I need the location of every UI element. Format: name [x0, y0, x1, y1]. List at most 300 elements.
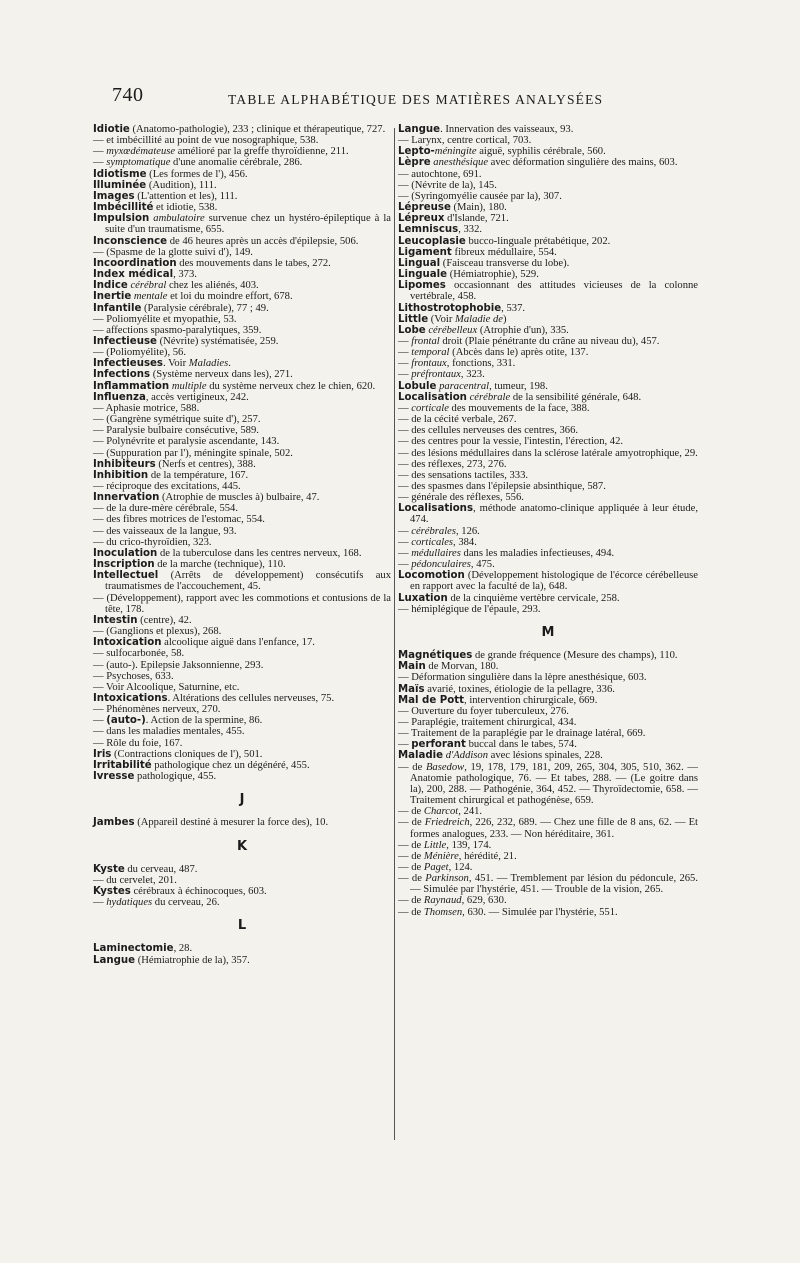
entry-text: — — [398, 536, 412, 548]
entry-text: — réciproque des excitations, 445. — [93, 481, 241, 492]
index-entry — [93, 503, 391, 514]
entry-text: — Polynévrite et paralysie ascendante, 143. — [93, 436, 280, 448]
right-column — [398, 124, 698, 918]
entry-italic: corticales — [411, 536, 454, 548]
index-entry — [398, 146, 698, 157]
index-entry — [398, 470, 698, 481]
entry-text: de 46 heures après un accès d'épilepsie, 506. — [167, 235, 359, 247]
entry-italic: cérébral — [130, 280, 167, 292]
entry-text: , 323. — [460, 369, 485, 381]
entry-headword: Inhibiteurs — [93, 458, 156, 470]
entry-text: et loi du moindre effort, 678. — [167, 291, 293, 303]
entry-text: du cerveau, 487. — [124, 863, 198, 875]
index-entry — [93, 626, 391, 637]
index-entry — [93, 593, 391, 615]
index-entry — [93, 258, 391, 269]
entry-headword: Impulsion — [93, 213, 150, 225]
section-letter: J — [239, 792, 245, 808]
index-entry — [93, 325, 391, 336]
index-entry — [398, 392, 698, 403]
index-entry — [398, 706, 698, 717]
index-entry — [93, 291, 391, 302]
entry-headword: Irritabilité — [93, 759, 152, 771]
entry-text: , accès vertigineux, 242. — [145, 391, 249, 403]
index-entry — [398, 135, 698, 146]
index-entry — [93, 514, 391, 525]
index-entry — [93, 637, 391, 648]
entry-text: , 19, 178, 179, 181, 209, 265, 304, 305, 510, 362. — Anatomie pathologique, 76. — Et tabes, 288. — (Le goitre dans la), 200, 288. — Pathogénie, 364, 452. — Thyroïdectomie, 658. — Traitement chirurgical et pathogénèse, 659. — [410, 761, 699, 807]
entry-headword: Lepto- — [398, 146, 435, 158]
index-entry — [398, 124, 698, 135]
section-letter: L — [237, 918, 247, 934]
entry-text: (Arrêts de développement) consécutifs aux traumatismes de l'accouchement, 45. — [105, 570, 391, 593]
entry-italic: Basedow — [425, 761, 465, 773]
entry-text: — et imbécillité au point de vue nosographique, 538. — [93, 135, 319, 147]
entry-text: — Psychoses, 633. — [93, 670, 174, 682]
index-entry — [398, 347, 698, 358]
index-entry — [398, 325, 698, 336]
entry-text: . Action de la spermine, 86. — [145, 715, 263, 727]
index-entry — [398, 750, 698, 761]
entry-text: — de — [398, 839, 424, 851]
entry-text: (Voir — [428, 313, 456, 325]
entry-text: — de — [398, 761, 426, 773]
index-entry — [93, 470, 391, 481]
entry-text: avec lésions spinales, 228. — [488, 750, 603, 762]
entry-text: (Atrophie de muscles à) bulbaire, 47. — [159, 492, 320, 504]
index-entry — [398, 224, 698, 235]
index-entry — [398, 840, 698, 851]
entry-text: — de — [398, 817, 425, 829]
entry-text: — — [398, 358, 412, 370]
index-entry — [398, 280, 698, 302]
entry-text: — de — [398, 895, 424, 907]
entry-italic: pédonculaires — [411, 559, 471, 571]
index-entry — [398, 695, 698, 706]
column-divider — [394, 128, 395, 1140]
entry-text: — — [398, 525, 412, 537]
entry-text: aiguë, syphilis cérébrale, 560. — [476, 146, 606, 158]
entry-headword: Laminectomie — [93, 943, 174, 955]
entry-headword: Lithostrotophobie — [398, 302, 502, 314]
index-entry — [93, 943, 391, 954]
entry-headword: Little — [398, 313, 429, 325]
page-number: 740 — [112, 84, 144, 106]
index-entry — [398, 247, 698, 258]
index-entry — [398, 717, 698, 728]
entry-text: , 28. — [173, 943, 193, 955]
index-entry — [93, 955, 391, 966]
entry-headword: Kyste — [93, 863, 125, 875]
entry-text: — des vaisseaux de la langue, 93. — [93, 525, 237, 537]
entry-italic: hydatiques — [106, 897, 153, 909]
entry-headword: Images — [93, 190, 135, 202]
index-entry — [93, 660, 391, 671]
entry-text: de la cinquième vertèbre cervicale, 258. — [447, 592, 620, 604]
entry-text: chez les aliénés, 403. — [166, 280, 259, 292]
index-entry — [398, 817, 698, 839]
index-entry — [93, 202, 391, 213]
entry-italic: d'Addison — [445, 750, 489, 762]
index-entry — [93, 459, 391, 470]
index-entry — [93, 180, 391, 191]
index-entry — [93, 336, 391, 347]
entry-italic: frontaux — [411, 358, 447, 370]
entry-text: des mouvements de la face, 388. — [448, 402, 590, 414]
entry-text: — des lésions médullaires dans la sclérose latérale amyotrophique, 29. — [398, 447, 698, 459]
entry-headword: Kystes — [93, 886, 131, 897]
index-entry — [398, 180, 698, 191]
index-entry — [398, 661, 698, 672]
index-entry — [93, 436, 391, 447]
index-entry — [93, 771, 391, 782]
entry-text: . — [228, 358, 231, 370]
entry-headword: Jambes — [93, 817, 135, 829]
index-entry — [93, 886, 391, 897]
index-entry — [93, 648, 391, 659]
entry-text: (Anatomo-pathologie), 233 ; clinique et thérapeutique, 727. — [129, 124, 386, 135]
index-entry — [398, 269, 698, 280]
entry-italic: cérébrale — [469, 391, 511, 403]
entry-headword: Localisations — [398, 503, 474, 515]
index-entry — [93, 381, 391, 392]
entry-text: pathologique chez un dégénéré, 455. — [151, 759, 310, 771]
index-entry — [93, 559, 391, 570]
index-entry — [93, 749, 391, 760]
index-entry — [398, 559, 698, 570]
index-entry — [398, 169, 698, 180]
entry-italic: ambulatoire — [153, 213, 205, 225]
entry-italic: Raynaud — [423, 895, 462, 907]
entry-text: , 629, 630. — [461, 895, 507, 907]
entry-text: (L'attention et les), 111. — [134, 190, 238, 202]
index-entry — [93, 369, 391, 380]
entry-text: — (auto-). Epilepsie Jaksonnienne, 293. — [93, 659, 264, 671]
entry-text: (Atrophie d'un), 335. — [477, 324, 569, 336]
entry-text: (Développement histologique de l'écorce cérébelleuse en rapport avec la faculté de la), 648. — [410, 570, 698, 593]
entry-italic: Ménière — [423, 850, 459, 862]
index-entry — [398, 425, 698, 436]
index-entry — [398, 548, 698, 559]
index-entry — [93, 303, 391, 314]
index-entry — [93, 157, 391, 168]
index-entry — [398, 851, 698, 862]
entry-text: — Poliomyélite et myopathie, 53. — [93, 313, 237, 325]
entry-text: , intervention chirurgicale, 669. — [464, 694, 598, 706]
index-entry — [93, 897, 391, 908]
index-entry — [93, 269, 391, 280]
entry-text: , 226, 232, 689. — Chez une fille de 8 ans, 62. — Et formes analogues, 233. — Non héréditaire, 361. — [410, 817, 698, 840]
entry-headword: Indice — [93, 280, 128, 292]
index-entry — [398, 459, 698, 470]
entry-text: survenue chez un hystéro-épileptique à la suite d'un traumatisme, 655. — [105, 213, 391, 236]
entry-italic: myxœdémateuse — [106, 146, 176, 158]
index-entry — [93, 124, 391, 135]
entry-headword: Infectieuse — [93, 335, 157, 347]
index-entry — [398, 336, 698, 347]
entry-text: — — [398, 369, 412, 381]
entry-headword: Imbécillité — [93, 202, 154, 214]
entry-text: bucco-linguale prétabétique, 202. — [465, 235, 611, 247]
index-entry — [398, 537, 698, 548]
index-entry — [93, 213, 391, 235]
entry-headword: Incoordination — [93, 257, 177, 269]
entry-text: avec déformation singulière des mains, 603. — [488, 157, 678, 169]
entry-text: — Traitement de la paraplégie par le drainage latéral, 669. — [398, 728, 646, 740]
entry-headword: Localisation — [398, 391, 467, 403]
entry-headword: Idiotisme — [93, 168, 147, 180]
entry-text: , 332. — [458, 224, 483, 236]
entry-headword: Leucoplasie — [398, 235, 466, 247]
index-entry — [93, 280, 391, 291]
entry-headword: Infantile — [93, 302, 142, 314]
entry-italic: Thomsen — [423, 906, 463, 918]
entry-italic: Maladie de — [455, 313, 503, 325]
entry-text: — affections spasmo-paralytiques, 359. — [93, 324, 262, 336]
index-entry — [398, 526, 698, 537]
entry-text: — — [398, 335, 412, 347]
index-entry — [398, 236, 698, 247]
index-entry — [93, 392, 391, 403]
entry-text: droit (Plaie pénétrante du crâne au niveau du), 457. — [439, 335, 660, 347]
index-entry — [398, 570, 698, 592]
entry-text: — de — [398, 806, 424, 818]
running-title: TABLE ALPHABÉTIQUE DES MATIÈRES ANALYSÉES — [228, 92, 604, 107]
entry-text: (Névrite) systématisée, 259. — [156, 335, 279, 347]
index-entry — [398, 202, 698, 213]
entry-headword: Idiotie — [93, 124, 130, 135]
index-entry — [93, 760, 391, 771]
entry-italic: Parkinson — [425, 873, 469, 885]
entry-text: . Altérations des cellules nerveuses, 75. — [167, 692, 335, 704]
entry-text: amélioré par la greffe thyroïdienne, 211. — [175, 146, 349, 158]
entry-headword: Linguale — [398, 269, 448, 281]
entry-text: , 124. — [448, 862, 473, 873]
entry-text: pathologique, 455. — [134, 771, 217, 783]
entry-italic: multiple — [171, 380, 207, 392]
index-entry — [93, 414, 391, 425]
index-entry — [93, 682, 391, 693]
index-entry — [398, 895, 698, 906]
entry-text: (Faisceau transverse du lobe). — [440, 257, 570, 269]
entry-headword: Locomotion — [398, 570, 465, 582]
index-entry — [398, 862, 698, 873]
entry-text: — — [398, 739, 412, 751]
entry-italic: temporal — [411, 347, 450, 359]
index-entry — [93, 169, 391, 180]
entry-text: ) — [502, 313, 507, 325]
index-entry — [93, 481, 391, 492]
entry-text: — des sensations tactiles, 333. — [398, 469, 529, 481]
entry-text: de la température, 167. — [148, 469, 249, 481]
entry-text: fibreux médullaire, 554. — [451, 246, 557, 258]
entry-headword: Lingual — [398, 257, 441, 269]
index-entry — [93, 236, 391, 247]
entry-italic: frontal — [411, 335, 440, 347]
entry-text: — autochtone, 691. — [398, 168, 482, 180]
entry-headword: Inconscience — [93, 235, 168, 247]
index-entry — [93, 864, 391, 875]
entry-text: — — [93, 146, 107, 158]
index-entry — [93, 425, 391, 436]
index-entry — [398, 213, 698, 224]
entry-text: , 384. — [453, 536, 477, 548]
entry-headword: Intoxications — [93, 692, 168, 704]
index-entry — [93, 191, 391, 202]
entry-text: — (Syringomyélie causée par la), 307. — [398, 190, 562, 202]
entry-text: (Appareil destiné à mesurer la force des), 10. — [134, 817, 329, 829]
index-entry — [93, 537, 391, 548]
entry-headword: Iris — [93, 748, 112, 760]
entry-headword: Maïs — [398, 683, 425, 695]
index-entry — [398, 684, 698, 695]
entry-headword: Inoculation — [93, 547, 158, 559]
entry-text: — Rôle du foie, 167. — [93, 737, 183, 749]
entry-headword: Lèpre — [398, 157, 431, 169]
left-column — [93, 124, 391, 966]
index-entry — [93, 314, 391, 325]
entry-text: des mouvements dans le tabes, 272. — [176, 257, 331, 269]
entry-text: — — [398, 547, 412, 559]
entry-italic: préfrontaux — [411, 369, 461, 381]
entry-text: — des cellules nerveuses des centres, 366. — [398, 425, 579, 437]
index-entry — [398, 369, 698, 380]
entry-text: — de la dure-mère cérébrale, 554. — [93, 503, 238, 515]
entry-headword: Infectieuses — [93, 358, 163, 370]
entry-text: — — [398, 402, 412, 414]
entry-text: — de — [398, 862, 424, 873]
entry-text: (Les formes de l'), 456. — [146, 168, 248, 180]
entry-text: d'Islande, 721. — [444, 213, 509, 225]
entry-text: — Déformation singulière dans la lèpre anesthésique, 603. — [398, 672, 647, 684]
entry-text: (Abcès dans le) après otite, 137. — [449, 347, 589, 359]
index-entry — [398, 381, 698, 392]
entry-text: (Hémiatrophie de la), 357. — [135, 954, 250, 966]
entry-text: de la marche (technique), 110. — [154, 559, 286, 571]
entry-text: , méthode anatomo-clinique appliquée à leur étude, 474. — [410, 503, 698, 526]
entry-text: — Larynx, centre cortical, 703. — [398, 135, 532, 147]
entry-text: buccal dans le tabes, 574. — [465, 739, 577, 751]
entry-text: — sulfocarbonée, 58. — [93, 648, 185, 660]
index-entry — [398, 403, 698, 414]
entry-text: — Paraplégie, traitement chirurgical, 434. — [398, 716, 577, 728]
index-entry — [93, 247, 391, 258]
entry-headword: Maladie — [398, 750, 444, 762]
entry-headword: Magnétiques — [398, 650, 473, 662]
index-entry — [398, 593, 698, 604]
entry-text: de la tuberculose dans les centres nerveux, 168. — [157, 547, 362, 559]
entry-headword: Lobule — [398, 380, 437, 392]
entry-text: — de la cécité verbale, 267. — [398, 414, 517, 426]
entry-text: cérébraux à échinocoques, 603. — [130, 886, 267, 897]
entry-headword: Ligament — [398, 246, 452, 258]
index-entry — [398, 481, 698, 492]
entry-text: — des fibres motrices de l'estomac, 554. — [93, 514, 265, 526]
entry-text: du cerveau, 26. — [152, 897, 220, 909]
entry-headword: Main — [398, 661, 426, 673]
entry-text: de grande fréquence (Mesure des champs), 110. — [472, 650, 678, 662]
entry-italic: Paget — [423, 862, 449, 873]
entry-text: — Aphasie motrice, 588. — [93, 402, 200, 414]
index-entry — [93, 615, 391, 626]
entry-text: — Phénomènes nerveux, 270. — [93, 704, 221, 716]
entry-text: — de — [398, 906, 424, 918]
index-entry — [93, 875, 391, 886]
entry-text: — — [398, 559, 412, 571]
entry-text: — de — [398, 873, 426, 885]
index-entry — [93, 448, 391, 459]
entry-text: , 451. — Tremblement par lésion du pédoncule, 265. — Simulée par l'hystérie, 451. — Trouble de la vision, 265. — [410, 873, 698, 896]
entry-text: — — [398, 347, 412, 359]
index-entry — [93, 570, 391, 592]
index-entry — [93, 817, 391, 828]
index-entry — [93, 715, 391, 726]
entry-headword: Intellectuel — [93, 570, 159, 582]
entry-headword: Index médical — [93, 269, 174, 281]
entry-headword: Intoxication — [93, 637, 162, 649]
entry-text: — (Spasme de la glotte suivi d'), 149. — [93, 246, 253, 258]
entry-italic: Friedreich — [424, 817, 470, 829]
section-letter: M — [541, 624, 555, 640]
entry-italic: paracentral — [439, 380, 490, 392]
entry-italic: mentale — [133, 291, 168, 303]
index-entry — [93, 526, 391, 537]
entry-text: — Voir Alcoolique, Saturnine, etc. — [93, 681, 240, 693]
entry-text: — — [93, 715, 107, 727]
index-entry — [398, 672, 698, 683]
entry-italic: Maladies — [188, 358, 229, 370]
entry-italic: Charcot — [423, 806, 459, 818]
entry-text: d'une anomalie cérébrale, 286. — [170, 157, 303, 169]
entry-text: — du cervelet, 201. — [93, 874, 177, 886]
entry-text: — (Ganglions et plexus), 268. — [93, 626, 222, 638]
index-entry — [398, 650, 698, 661]
index-entry — [398, 414, 698, 425]
entry-headword: Illuminée — [93, 179, 147, 191]
entry-headword: Intestin — [93, 614, 138, 626]
entry-text: de Morvan, 180. — [425, 661, 499, 673]
entry-text: , fonctions, 331. — [446, 358, 516, 370]
entry-text: — dans les maladies mentales, 455. — [93, 726, 245, 738]
entry-italic: médullaires — [411, 547, 461, 559]
entry-text: . Voir — [162, 358, 189, 370]
index-entry — [93, 738, 391, 749]
index-entry — [93, 146, 391, 157]
entry-headword: Inertie — [93, 291, 132, 303]
index-entry — [93, 492, 391, 503]
entry-text: . Innervation des vaisseaux, 93. — [440, 124, 574, 135]
index-entry — [93, 726, 391, 737]
entry-headword: Langue — [93, 954, 136, 966]
entry-text: , 475. — [470, 559, 495, 571]
entry-text: , 126. — [455, 525, 480, 537]
entry-text: (Système nerveux dans les), 271. — [150, 369, 293, 381]
index-entry — [398, 303, 698, 314]
entry-text: — (Névrite de la), 145. — [398, 179, 497, 191]
entry-text: — du crico-thyroïdien, 323. — [93, 536, 212, 548]
entry-text: — (Suppuration par l'), méningite spinale, 502. — [93, 447, 293, 459]
index-entry — [398, 762, 698, 807]
entry-text: — Paralysie bulbaire consécutive, 589. — [93, 425, 259, 437]
entry-text: — de — [398, 850, 424, 862]
entry-headword: Infections — [93, 369, 151, 381]
entry-text: (Main), 180. — [450, 202, 507, 214]
index-entry — [398, 907, 698, 918]
index-entry — [398, 191, 698, 202]
entry-text: (Hémiatrophie), 529. — [447, 269, 539, 281]
entry-text: , 241. — [458, 806, 483, 818]
entry-headword: Lépreux — [398, 213, 445, 225]
